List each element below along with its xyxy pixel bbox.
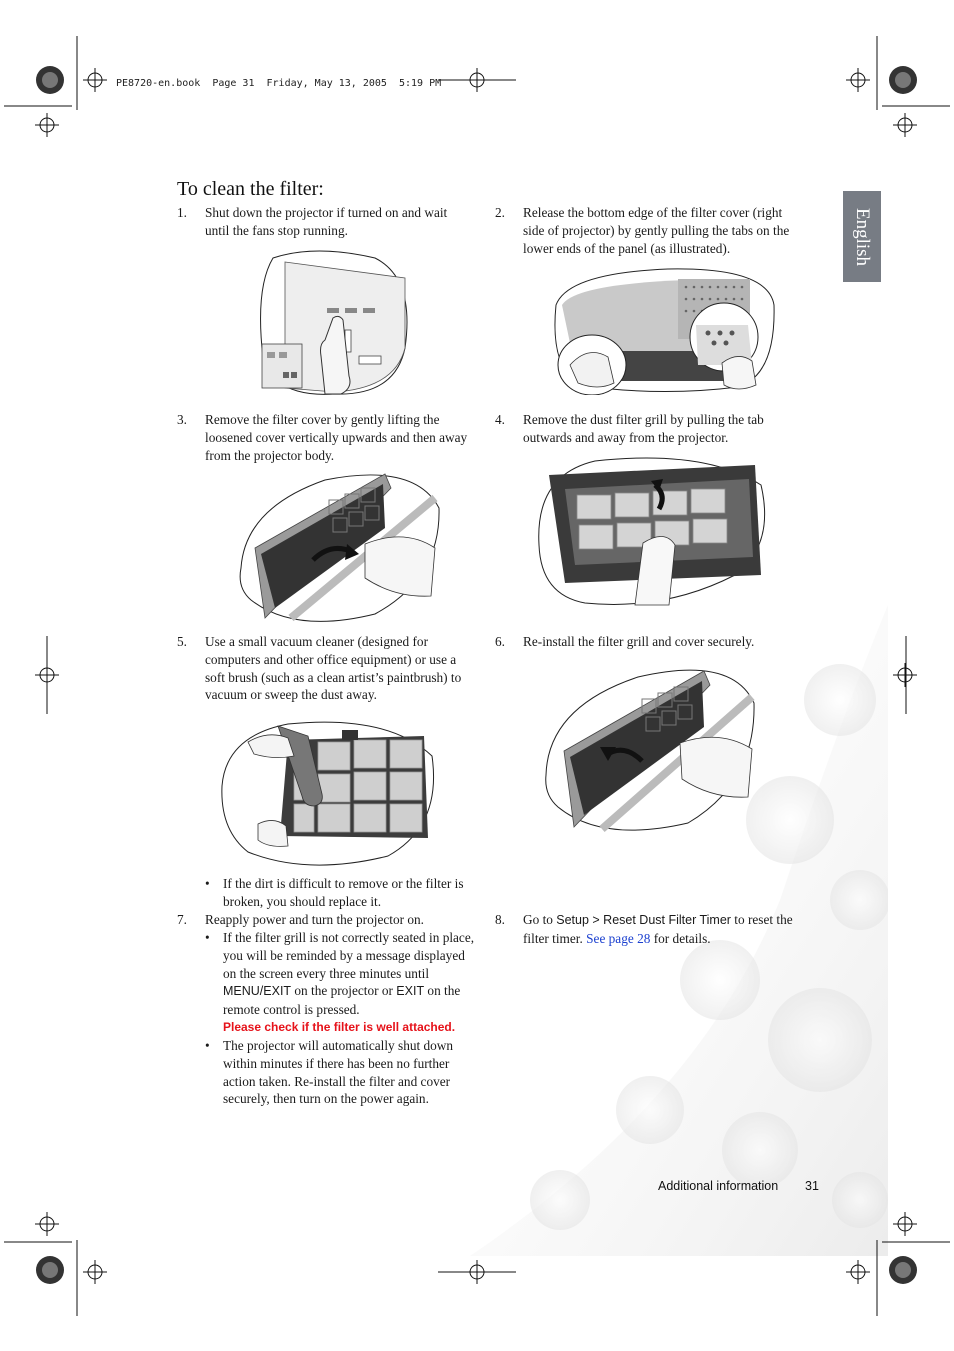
bullet-text-fragment: on the projector or bbox=[291, 983, 397, 999]
step-text-fragment: for details. bbox=[650, 930, 711, 946]
bullet-text-line: If the filter grill is not correctly seated in place, bbox=[223, 930, 475, 945]
lift-cover-illustration bbox=[235, 468, 441, 626]
step-number: 6. bbox=[495, 634, 505, 649]
menu-exit-key: MENU/EXIT bbox=[223, 984, 292, 999]
see-page-link[interactable]: See page 28 bbox=[586, 930, 651, 946]
step-number: 7. bbox=[177, 912, 187, 927]
bullet-text-fragment: on the bbox=[424, 983, 461, 999]
bullet-text-line: If the dirt is difficult to remove or the filter is bbox=[223, 876, 464, 891]
bullet-text-line bbox=[223, 982, 474, 1001]
vacuum-filter-illustration bbox=[218, 716, 440, 868]
bullet-text-line: The projector will automatically shut down bbox=[223, 1038, 454, 1053]
step-text-line: until the fans stop running. bbox=[205, 222, 348, 238]
step-text-line: lower ends of the panel (as illustrated). bbox=[523, 240, 731, 256]
step-number: 8. bbox=[495, 912, 505, 927]
page-number: 31 bbox=[805, 1179, 819, 1193]
language-tab bbox=[843, 191, 881, 282]
exit-key: EXIT bbox=[396, 984, 425, 999]
bullet-text-line: remote control is pressed. bbox=[223, 1002, 360, 1018]
reinstall-cover-illustration bbox=[542, 663, 758, 835]
step-text-line: Shut down the projector if turned on and wait bbox=[205, 205, 448, 220]
bullet-text-line: within minutes if there has been no further bbox=[223, 1055, 450, 1071]
step-text-fragment: filter timer. bbox=[523, 930, 587, 946]
step-number: 2. bbox=[495, 205, 505, 220]
print-slug: PE8720-en.book Page 31 Friday, May 13, 2005 5:19 PM bbox=[116, 78, 442, 89]
release-tabs-illustration bbox=[548, 265, 776, 395]
step-number: 5. bbox=[177, 634, 187, 649]
bullet-text-line: action taken. Re-install the filter and cover bbox=[223, 1073, 451, 1089]
step-number: 1. bbox=[177, 205, 187, 220]
step-text-line: Reapply power and turn the projector on. bbox=[205, 912, 424, 927]
bullet-text-line: securely, then turn on the power again. bbox=[223, 1091, 429, 1107]
step-text-fragment: Go to bbox=[523, 912, 557, 927]
step-text-line: from the projector body. bbox=[205, 447, 335, 463]
footer-section-name: Additional information bbox=[658, 1179, 779, 1193]
power-off-illustration bbox=[255, 248, 411, 398]
step-text-line: soft brush (such as a clean artist’s paintbrush) to bbox=[205, 669, 462, 685]
bullet-dot: • bbox=[205, 1038, 210, 1053]
step-text-line: side of projector) by gently pulling the tabs on the bbox=[523, 222, 790, 238]
section-title: To clean the filter: bbox=[177, 178, 324, 200]
language-tab-label: English bbox=[852, 207, 873, 266]
step-text-line: vacuum or sweep the dust away. bbox=[205, 687, 377, 703]
step-text-line: computers and other office equipment) or use a bbox=[205, 651, 457, 667]
step-text-line bbox=[523, 911, 793, 930]
bullet-text-line: you will be reminded by a message displayed bbox=[223, 947, 465, 963]
bullet-dot: • bbox=[205, 930, 210, 945]
step-text-line: outwards and away from the projector. bbox=[523, 429, 729, 445]
step-number: 3. bbox=[177, 412, 187, 427]
bullet-dot: • bbox=[205, 876, 210, 891]
menu-path: Setup > Reset Dust Filter Timer bbox=[556, 913, 731, 927]
step-text-fragment: to reset the bbox=[730, 912, 793, 927]
step-text-line bbox=[523, 930, 793, 948]
step-number: 4. bbox=[495, 412, 505, 427]
bullet-text-line: on the screen every three minutes until bbox=[223, 965, 430, 981]
bullet-text-line: broken, you should replace it. bbox=[223, 893, 382, 909]
step-text-line: Remove the dust filter grill by pulling the tab bbox=[523, 412, 764, 427]
remove-grill-illustration bbox=[535, 455, 771, 607]
warning-message: Please check if the filter is well attached. bbox=[223, 1019, 456, 1034]
step-text-line: Use a small vacuum cleaner (designed for bbox=[205, 634, 429, 649]
step-text-line: Release the bottom edge of the filter cover (right bbox=[523, 205, 783, 220]
step-text-line: Re-install the filter grill and cover securely. bbox=[523, 634, 755, 649]
step-text-line: loosened cover vertically upwards and then away bbox=[205, 429, 468, 445]
step-text-line: Remove the filter cover by gently lifting the bbox=[205, 412, 440, 427]
